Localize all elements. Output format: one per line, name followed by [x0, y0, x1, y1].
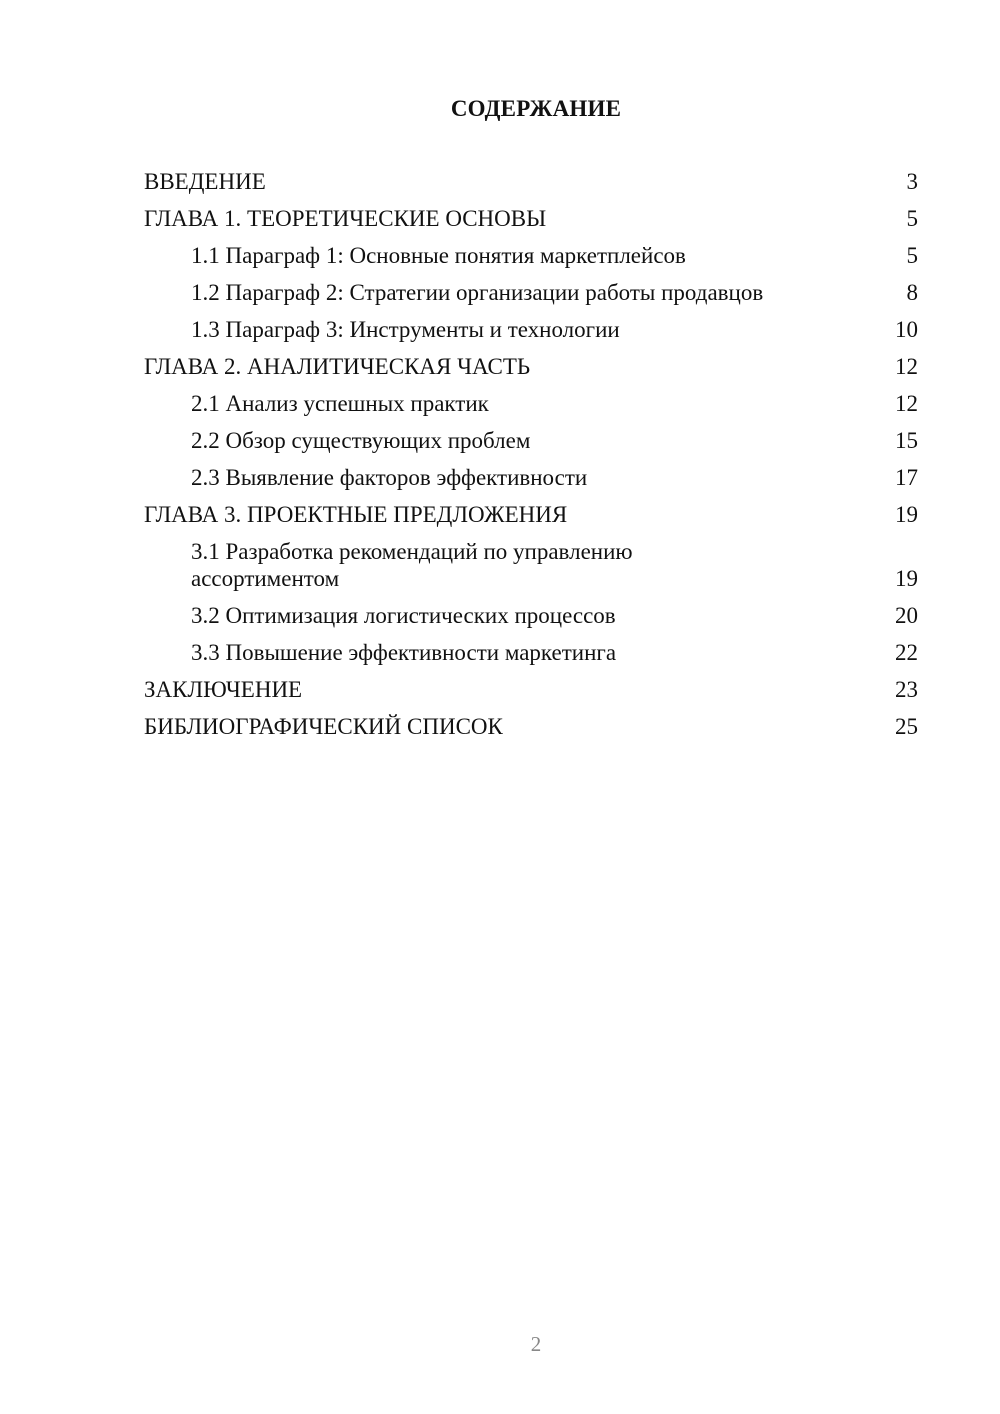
toc-entry-page: 17 — [895, 465, 918, 490]
toc-entry-chapter-2[interactable] — [144, 353, 918, 390]
toc-entry-section-3-2[interactable] — [144, 602, 918, 639]
toc-entry-page: 19 — [895, 566, 918, 591]
toc-entry-label: ГЛАВА 2. АНАЛИТИЧЕСКАЯ ЧАСТЬ — [144, 354, 531, 379]
toc-entry-page: 25 — [895, 714, 918, 739]
toc-entry-label: 3.3 Повышение эффективности маркетинга — [191, 640, 617, 665]
toc-entry-section-3-3[interactable] — [144, 639, 918, 676]
toc-entry-page: 19 — [895, 502, 918, 527]
toc-entry-label: ВВЕДЕНИЕ — [144, 169, 266, 194]
toc-entry-label: 1.3 Параграф 3: Инструменты и технологии — [191, 317, 620, 342]
toc-entry-label: 2.1 Анализ успешных практик — [191, 391, 489, 416]
toc-entry-label: ГЛАВА 1. ТЕОРЕТИЧЕСКИЕ ОСНОВЫ — [144, 206, 547, 231]
toc-entry-label: ЗАКЛЮЧЕНИЕ — [144, 677, 303, 702]
toc-entry-page: 10 — [895, 317, 918, 342]
toc-entry-page: 23 — [895, 677, 918, 702]
toc-entry-label: ГЛАВА 3. ПРОЕКТНЫЕ ПРЕДЛОЖЕНИЯ — [144, 502, 568, 527]
toc-entry-label: БИБЛИОГРАФИЧЕСКИЙ СПИСОК — [144, 714, 503, 739]
toc-entry-section-3-1[interactable] — [144, 538, 918, 602]
toc-entry-conclusion[interactable] — [144, 676, 918, 713]
toc-entry-page: 12 — [895, 354, 918, 379]
toc-entry-label: 1.2 Параграф 2: Стратегии организации работы продавцов — [191, 280, 764, 305]
toc-entry-page: 12 — [895, 391, 918, 416]
page-number: 2 — [530, 1332, 542, 1356]
toc-entry-section-1-2[interactable] — [144, 279, 918, 316]
toc-entry-page: 5 — [906, 243, 918, 268]
toc-entry-label: 3.1 Разработка рекомендаций по управлению ассортиментом — [191, 539, 633, 591]
toc-entry-page: 5 — [906, 206, 918, 231]
toc-entry-page: 8 — [906, 280, 918, 305]
toc-entry-section-1-3[interactable] — [144, 316, 918, 353]
toc-entry-chapter-1[interactable] — [144, 205, 918, 242]
toc-entry-page: 20 — [895, 603, 918, 628]
toc-entry-label: 1.1 Параграф 1: Основные понятия маркетплейсов — [191, 243, 686, 268]
table-of-contents — [144, 168, 918, 750]
toc-entry-bibliography[interactable] — [144, 713, 918, 750]
toc-entry-introduction[interactable] — [144, 168, 918, 205]
toc-entry-chapter-3[interactable] — [144, 501, 918, 538]
toc-entry-page: 22 — [895, 640, 918, 665]
toc-entry-label: 2.3 Выявление факторов эффективности — [191, 465, 588, 490]
toc-entry-label: 3.2 Оптимизация логистических процессов — [191, 603, 616, 628]
toc-entry-section-2-3[interactable] — [144, 464, 918, 501]
toc-entry-page: 3 — [906, 169, 918, 194]
toc-entry-page: 15 — [895, 428, 918, 453]
toc-entry-section-2-2[interactable] — [144, 427, 918, 464]
toc-entry-section-2-1[interactable] — [144, 390, 918, 427]
toc-entry-section-1-1[interactable] — [144, 242, 918, 279]
page-title: СОДЕРЖАНИЕ — [450, 96, 622, 121]
toc-entry-label: 2.2 Обзор существующих проблем — [191, 428, 531, 453]
